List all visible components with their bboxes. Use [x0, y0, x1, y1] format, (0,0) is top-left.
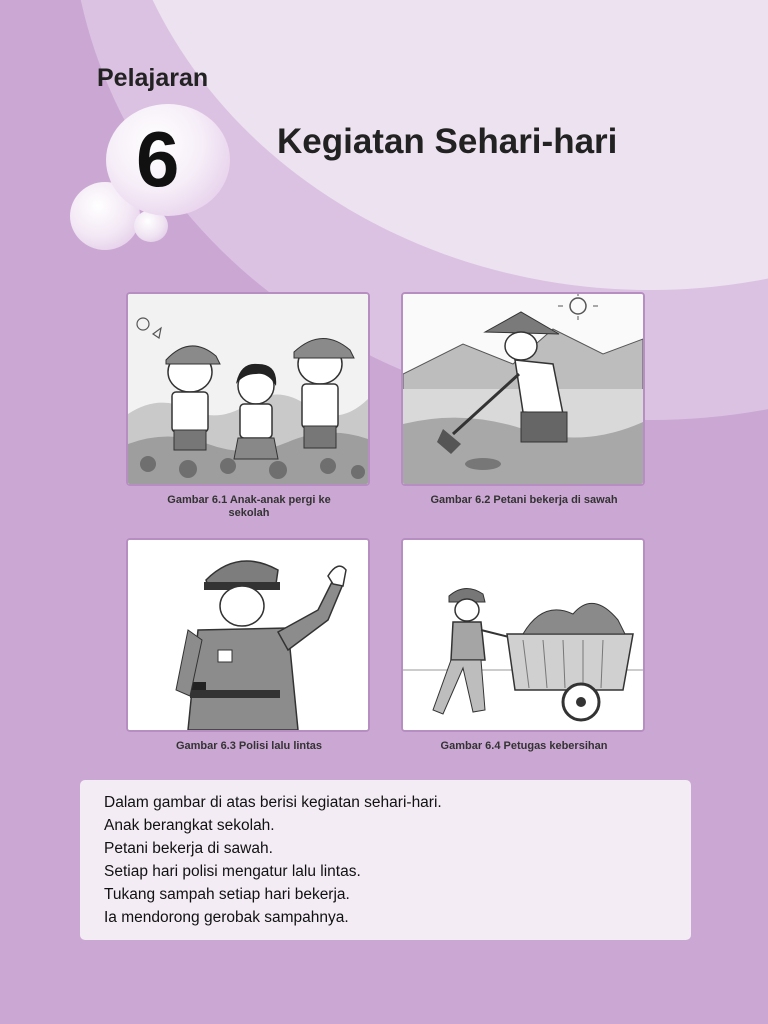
figure-caption — [124, 740, 374, 753]
reading-text-box — [80, 780, 691, 940]
caption-line: Gambar 6.4 Petugas kebersihan — [440, 740, 608, 752]
caption-line: Gambar 6.3 Polisi lalu lintas — [175, 740, 323, 752]
figure-caption — [124, 494, 374, 520]
figure-cleaner — [401, 538, 645, 732]
farmer-illustration — [403, 294, 643, 484]
cleaner-illustration — [403, 540, 643, 730]
children-walking-illustration — [128, 294, 368, 484]
figure-caption — [399, 494, 649, 507]
figure-police — [126, 538, 370, 732]
caption-line: Gambar 6.1 Anak-anak pergi ke — [167, 494, 331, 506]
text-line: Setiap hari polisi mengatur lalu lintas. — [104, 863, 361, 880]
text-line: Dalam gambar di atas berisi kegiatan sehari-hari. — [104, 794, 442, 811]
lesson-number: 6 — [136, 115, 180, 203]
figure-caption — [399, 740, 649, 753]
text-line: Tukang sampah setiap hari bekerja. — [104, 886, 350, 903]
lesson-title: Kegiatan Sehari-hari — [277, 122, 618, 161]
caption-line: sekolah — [228, 507, 270, 519]
text-line: Petani bekerja di sawah. — [104, 840, 273, 857]
police-illustration — [128, 540, 368, 730]
figure-farmer — [401, 292, 645, 486]
figure-children-school — [126, 292, 370, 486]
lesson-label: Pelajaran — [97, 64, 209, 92]
text-line: Ia mendorong gerobak sampahnya. — [104, 909, 349, 926]
caption-line: Gambar 6.2 Petani bekerja di sawah — [430, 494, 618, 506]
text-line: Anak berangkat sekolah. — [104, 817, 275, 834]
